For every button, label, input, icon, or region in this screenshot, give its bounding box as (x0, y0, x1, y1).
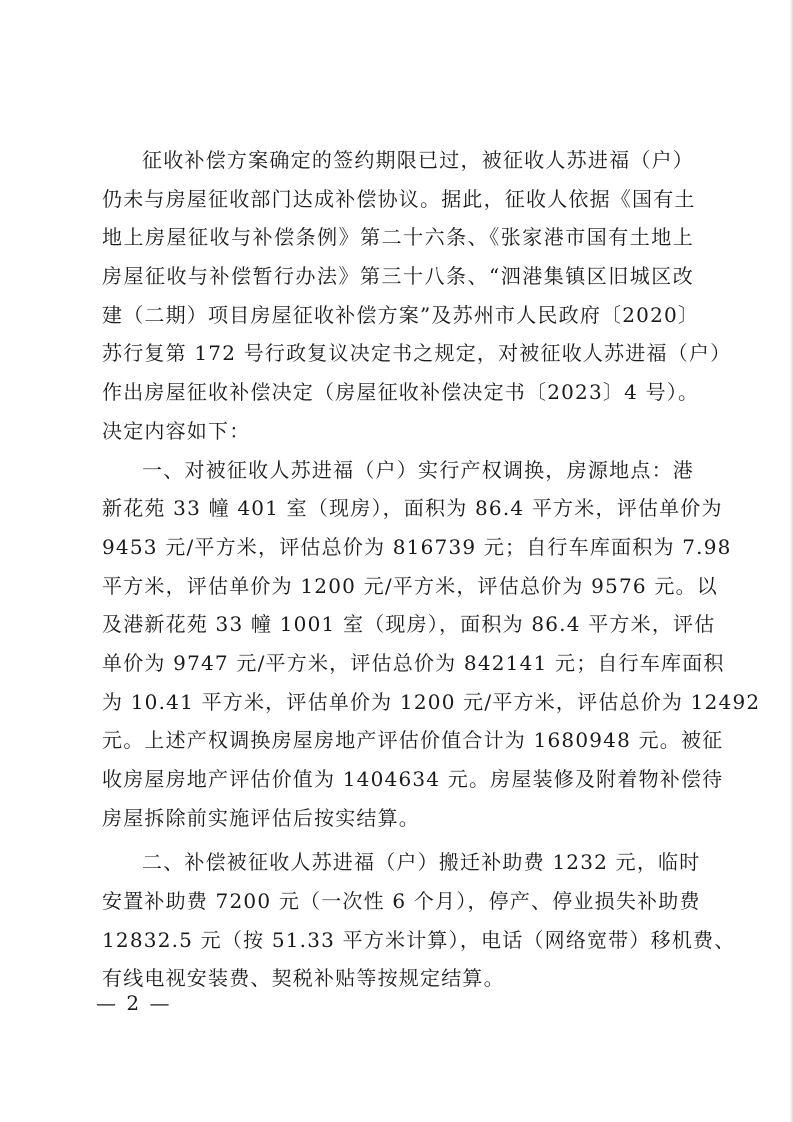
text-line: 苏行复第 172 号行政复议决定书之规定，对被征收人苏进福（户） (102, 341, 732, 366)
page-number: — 2 — (96, 991, 172, 1015)
paragraph (102, 849, 736, 1004)
text-line: 房屋征收与补偿暂行办法》第三十八条、“泗港集镇区旧城区改 (102, 264, 694, 289)
text-line: 新花苑 33 幢 401 室（现房），面积为 86.4 平方米，评估单价为 (102, 496, 723, 521)
text-line: 征收补偿方案确定的签约期限已过，被征收人苏进福（户） (142, 148, 694, 172)
text-line: 9453 元/平方米，评估总价为 816739 元；自行车库面积为 7.98 (102, 534, 732, 559)
text-line: 二、补偿被征收人苏进福（户）搬迁补助费 1232 元，临时 (142, 850, 701, 875)
text-line: 为 10.41 平方米，评估单价为 1200 元/平方米，评估总价为 12492 (102, 689, 761, 714)
text-line: 房屋拆除前实施评估后按实结算。 (102, 805, 420, 830)
text-line: 有线电视安装费、契税补贴等按规定结算。 (102, 966, 505, 991)
text-line: 单价为 9747 元/平方米，评估总价为 842141 元；自行车库面积 (102, 650, 725, 675)
text-line: 12832.5 元（按 51.33 平方米计算），电话（网络宽带）移机费、 (102, 927, 736, 952)
text-line: 元。上述产权调换房屋房地产评估价值合计为 1680948 元。被征 (102, 728, 724, 753)
text-line: 收房屋房地产评估价值为 1404634 元。房屋装修及附着物补偿待 (102, 767, 724, 791)
text-line: 作出房屋征收补偿决定（房屋征收补偿决定书〔2023〕4 号）。 (102, 380, 700, 405)
text-line: 仍未与房屋征收部门达成补偿协议。据此，征收人依据《国有土 (102, 186, 696, 211)
text-line: 一、对被征收人苏进福（户）实行产权调换，房源地点：港 (142, 457, 694, 482)
text-line: 及港新花苑 33 幢 1001 室（现房），面积为 86.4 平方米，评估 (102, 612, 716, 637)
text-line: 平方米，评估单价为 1200 元/平方米，评估总价为 9576 元。以 (102, 573, 718, 598)
paragraph (102, 457, 761, 844)
text-line: 地上房屋征收与补偿条例》第二十六条、《张家港市国有土地上 (102, 225, 694, 250)
text-line: 安置补助费 7200 元（一次性 6 个月），停产、停业损失补助费 (102, 889, 701, 914)
document-body (102, 147, 761, 1004)
text-line: 建（二期）项目房屋征收补偿方案”及苏州市人民政府〔2020〕 (102, 302, 700, 327)
paragraph (102, 147, 732, 457)
text-line: 决定内容如下： (102, 418, 251, 443)
